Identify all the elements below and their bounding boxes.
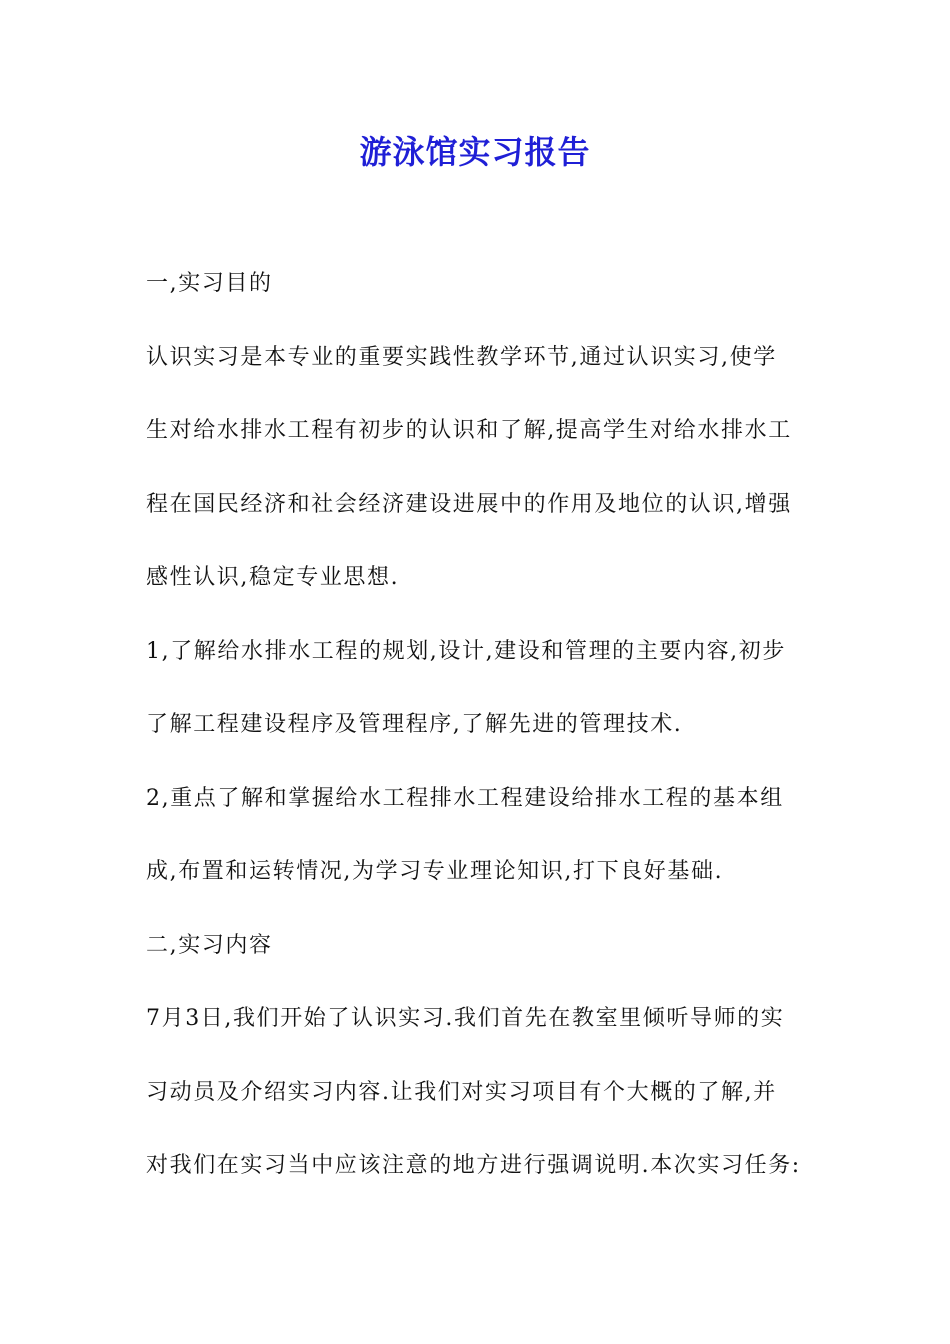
document-title: 游泳馆实习报告: [359, 133, 591, 171]
list-item-line: 了解工程建设程序及管理程序,了解先进的管理技术.: [146, 712, 683, 737]
document-body: [146, 262, 826, 1218]
list-item-line: 2,重点了解和掌握给水工程排水工程建设给排水工程的基本组: [146, 785, 784, 811]
list-item-line: 1,了解给水排水工程的规划,设计,建设和管理的主要内容,初步: [146, 638, 786, 664]
list-item-line: 成,布置和运转情况,为学习专业理论知识,打下良好基础.: [146, 859, 724, 884]
paragraph-line: 感性认识,稳定专业思想.: [146, 565, 400, 590]
section-heading-purpose: 一,实习目的: [146, 271, 273, 296]
paragraph-line: 习动员及介绍实习内容.让我们对实习项目有个大概的了解,并: [146, 1079, 777, 1105]
paragraph-line: 7月3日,我们开始了认识实习.我们首先在教室里倾听导师的实: [146, 1006, 785, 1031]
section-heading-content: 二,实习内容: [146, 932, 273, 958]
paragraph-line: 对我们在实习当中应该注意的地方进行强调说明.本次实习任务:: [146, 1153, 801, 1178]
paragraph-line: 认识实习是本专业的重要实践性教学环节,通过认识实习,使学: [146, 344, 777, 370]
paragraph-line: 程在国民经济和社会经济建设进展中的作用及地位的认识,增强: [146, 491, 792, 517]
paragraph-line: 生对给水排水工程有初步的认识和了解,提高学生对给水排水工: [146, 418, 792, 443]
